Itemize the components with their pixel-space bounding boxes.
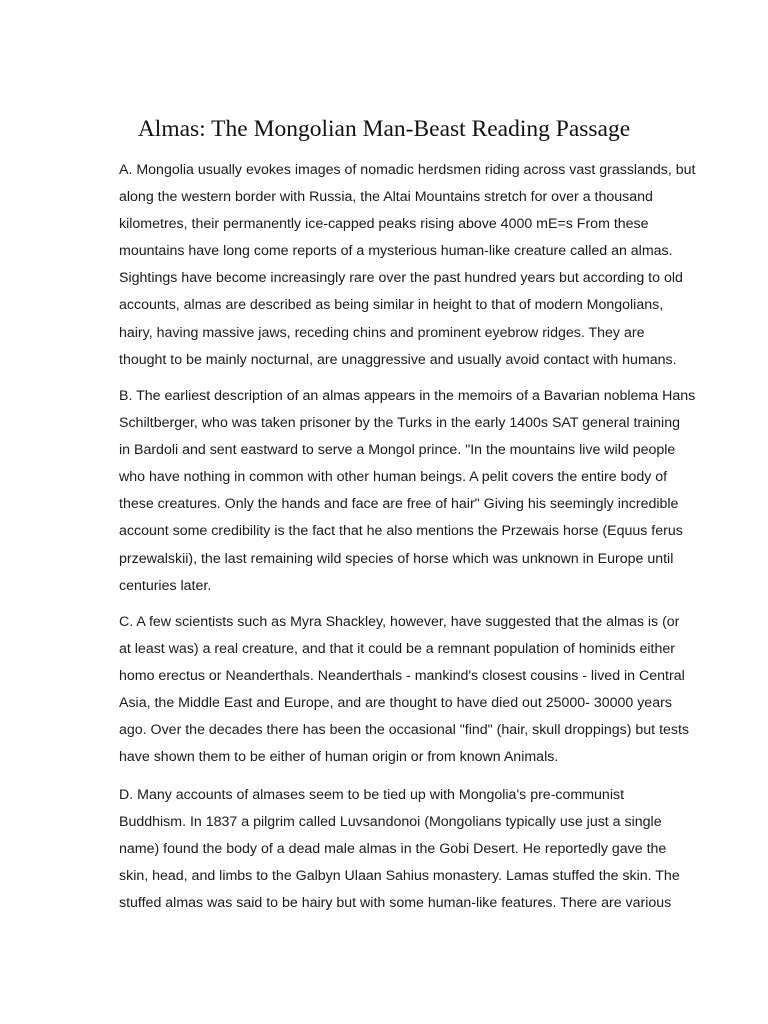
paragraph-line: Schiltberger, who was taken prisoner by the Turks in the early 1400s SAT general training — [119, 415, 680, 432]
paragraph-line: C. A few scientists such as Myra Shackley, however, have suggested that the almas is (or — [119, 614, 680, 630]
paragraph-d — [119, 782, 679, 917]
paragraph-line: homo erectus or Neanderthals. Neanderthals - mankind's closest cousins - lived in Central — [119, 668, 685, 685]
document-title: Almas: The Mongolian Man-Beast Reading Passage — [137, 116, 631, 142]
paragraph-line: Sightings have become increasingly rare over the past hundred years but according to old — [119, 270, 683, 287]
paragraph-line: skin, head, and limbs to the Galbyn Ulaan Sahius monastery. Lamas stuffed the skin. The — [119, 868, 680, 885]
paragraph-line: along the western border with Russia, the Altai Mountains stretch for over a thousand — [119, 189, 653, 206]
paragraph-c — [119, 609, 690, 772]
paragraph-line: accounts, almas are described as being similar in height to that of modern Mongolians, — [119, 297, 664, 314]
paragraph-line: Buddhism. In 1837 a pilgrim called Luvsandonoi (Mongolians typically use just a single — [119, 814, 662, 831]
paragraph-b — [119, 383, 696, 600]
paragraph-a — [119, 157, 696, 374]
paragraph-line: account some credibility is the fact that he also mentions the Przewais horse (Equus ferus — [119, 523, 683, 540]
paragraph-line: in Bardoli and sent eastward to serve a Mongol prince. "In the mountains live wild people — [119, 442, 676, 459]
paragraph-line: B. The earliest description of an almas appears in the memoirs of a Bavarian noblema Hans — [119, 388, 696, 404]
paragraph-line: mountains have long come reports of a mysterious human-like creature called an almas. — [119, 243, 673, 260]
paragraph-line: these creatures. Only the hands and face are free of hair" Giving his seemingly incredible — [119, 496, 679, 513]
paragraph-line: A. Mongolia usually evokes images of nomadic herdsmen riding across vast grasslands, but — [119, 162, 696, 178]
paragraph-line: thought to be mainly nocturnal, are unaggressive and usually avoid contact with humans. — [119, 351, 677, 368]
paragraph-line: D. Many accounts of almases seem to be tied up with Mongolia's pre-communist — [119, 787, 625, 803]
paragraph-line: przewalskii), the last remaining wild species of horse which was unknown in Europe until — [119, 550, 674, 567]
paragraph-line: centuries later. — [119, 577, 212, 594]
paragraph-line: stuffed almas was said to be hairy but with some human-like features. There are various — [119, 895, 672, 912]
paragraph-line: who have nothing in common with other human beings. A pelit covers the entire body of — [119, 469, 668, 486]
paragraph-line: ago. Over the decades there has been the occasional "find" (hair, skull droppings) but tests — [119, 722, 690, 739]
paragraph-line: Asia, the Middle East and Europe, and are thought to have died out 25000- 30000 years — [119, 695, 672, 712]
paragraph-line: have shown them to be either of human origin or from known Animals. — [119, 749, 559, 766]
paragraph-line: kilometres, their permanently ice-capped peaks rising above 4000 mE=s From these — [119, 216, 649, 233]
paragraph-line: name) found the body of a dead male almas in the Gobi Desert. He reportedly gave the — [119, 841, 667, 858]
paragraph-line: at least was) a real creature, and that it could be a remnant population of hominids either — [119, 641, 676, 658]
paragraph-line: hairy, having massive jaws, receding chins and prominent eyebrow ridges. They are — [119, 324, 645, 341]
